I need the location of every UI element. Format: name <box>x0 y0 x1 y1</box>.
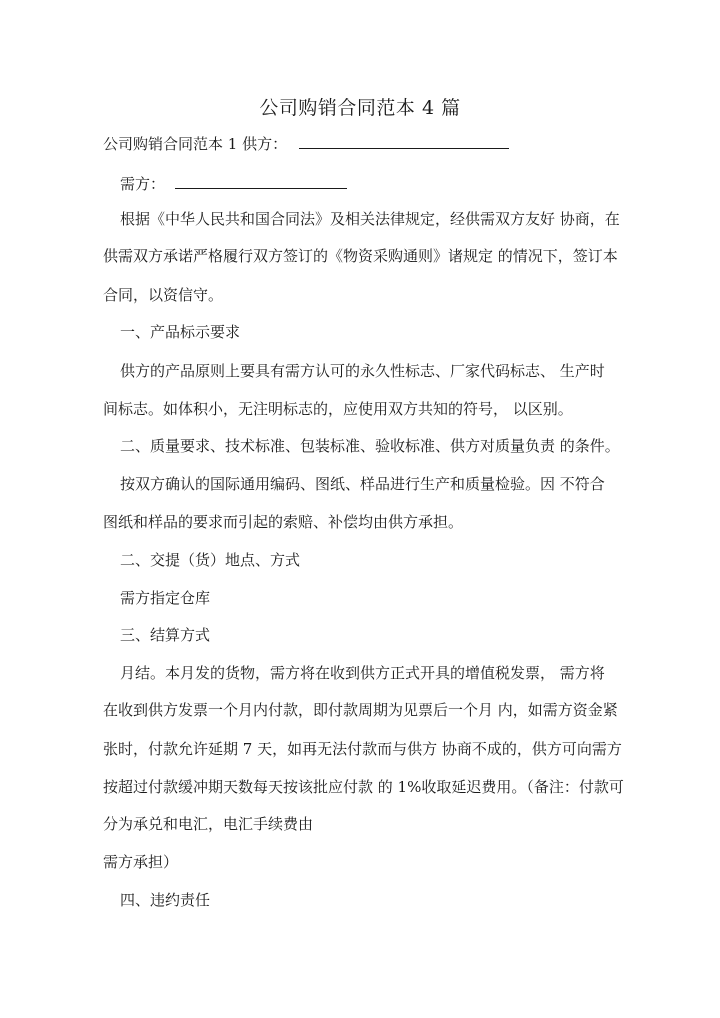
paragraph-line: 张时，付款允许延期 7 天，如再无法付款而与供方 协商不成的，供方可向需方 <box>103 740 622 758</box>
paragraph-line: 分为承兑和电汇，电汇手续费由 <box>103 815 314 833</box>
supplier-label: 公司购销合同范本 1 供方： <box>103 135 288 153</box>
buyer-label: 需方： <box>120 175 166 193</box>
document-title: 公司购销合同范本 4 篇 <box>259 97 461 119</box>
paragraph-line: 供需双方承诺严格履行双方签订的《物资采购通则》诸规定 的情况下，签订本 <box>103 247 618 265</box>
paragraph-line: 需方指定仓库 <box>120 589 211 607</box>
section-heading: 二、交提（货）地点、方式 <box>120 551 301 569</box>
paragraph-line: 图纸和样品的要求而引起的索赔、补偿均由供方承担。 <box>103 513 464 531</box>
paragraph-line: 按超过付款缓冲期天数每天按该批应付款 的 1%收取延迟费用。（备注：付款可 <box>103 778 624 796</box>
paragraph-line: 根据《中华人民共和国合同法》及相关法律规定，经供需双方友好 协商，在 <box>120 210 620 228</box>
paragraph-line: 在收到供方发票一个月内付款，即付款周期为见票后一个月 内，如需方资金紧 <box>103 701 618 719</box>
supplier-blank <box>299 134 509 149</box>
paragraph-line: 按双方确认的国际通用编码、图纸、样品进行生产和质量检验。因 不符合 <box>120 475 605 493</box>
buyer-line <box>120 174 347 194</box>
section-heading: 二、质量要求、技术标准、包装标准、验收标准、供方对质量负责 的条件。 <box>120 437 620 455</box>
paragraph-line: 间标志。如体积小，无注明标志的，应使用双方共知的符号， 以区别。 <box>103 400 573 418</box>
paragraph-line: 月结。本月发的货物，需方将在收到供方正式开具的增值税发票， 需方将 <box>120 664 605 682</box>
buyer-blank <box>175 174 347 189</box>
paragraph-line: 供方的产品原则上要具有需方认可的永久性标志、厂家代码标志、 生产时 <box>120 362 605 380</box>
paragraph-line: 需方承担） <box>103 853 179 871</box>
supplier-line <box>103 134 509 154</box>
paragraph-line: 合同，以资信守。 <box>103 286 224 304</box>
section-heading: 三、结算方式 <box>120 626 211 644</box>
section-heading: 四、违约责任 <box>120 891 211 909</box>
section-heading: 一、产品标示要求 <box>120 323 241 341</box>
